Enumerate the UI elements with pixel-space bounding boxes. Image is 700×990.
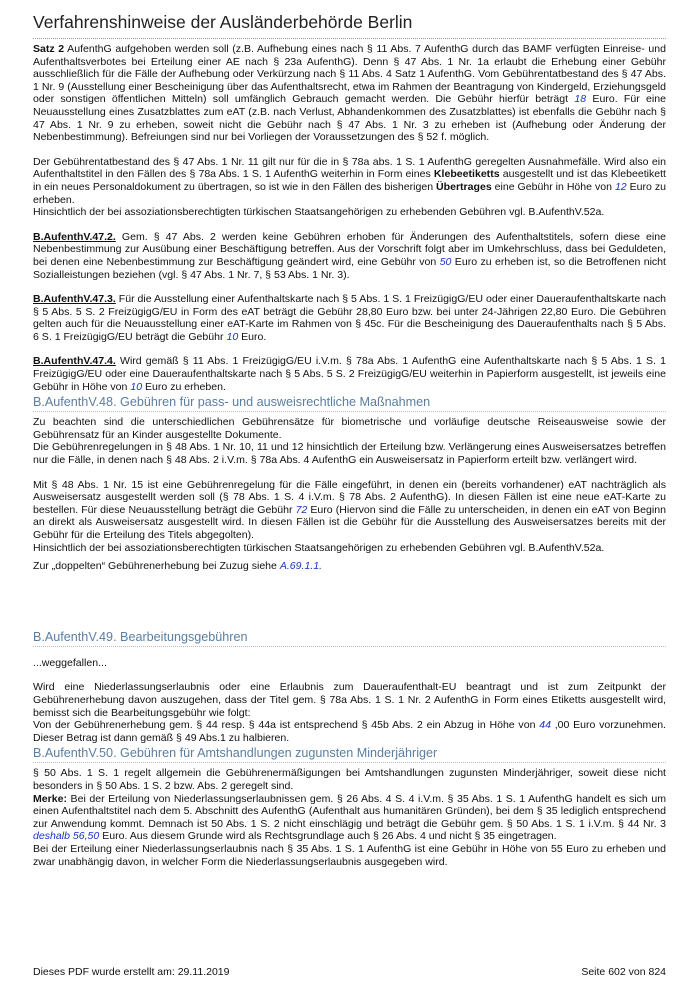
page-footer [33, 966, 666, 978]
fee-link[interactable]: 50 [439, 255, 452, 268]
page-title: Verfahrenshinweise der Ausländerbehörde Berlin [33, 12, 666, 39]
section-heading-50: B.AufenthV.50. Gebühren für Amtshandlungen zugunsten Minderjähriger [33, 746, 666, 763]
cross-reference-link[interactable]: A.69.1.1. [279, 560, 323, 573]
section-ref: B.AufenthV.47.2. [33, 230, 116, 243]
fee-link[interactable]: 44 [539, 719, 551, 732]
fee-link[interactable]: 10 [226, 330, 239, 343]
fee-link[interactable]: 12 [614, 180, 627, 193]
footer-created-date: Dieses PDF wurde erstellt am: 29.11.2019 [33, 966, 230, 978]
fee-link[interactable]: 10 [130, 380, 143, 393]
fee-link[interactable]: 18 [574, 93, 587, 106]
paragraph: Bei der Erteilung einer Niederlassungserlaubnis nach § 35 Abs. 1 S. 1 AufenthG ist eine Gebühr in Höhe von 55 Euro zu erheben und zwar unabhängig davon, in welcher Form die Niederlassungserlaubnis ausgegeben wird. [33, 842, 666, 868]
paragraph: Zur „doppelten“ Gebührenerhebung bei Zuzug siehe A.69.1.1. [33, 560, 323, 573]
fee-link[interactable]: 72 [295, 503, 308, 516]
paragraph: Satz 2 AufenthG aufgehoben werden soll (z.B. Aufhebung eines nach § 11 Abs. 7 AufenthG durch das BAMF verfügten Einreise- und Aufenthaltsverbotes bei Erteilung einer AE nach § 23a AufenthG). Denn § 47 Abs. 1 Nr. 1a erlaubt die Erhebung einer Gebühr ausschließlich für die Fälle der Aufhebung oder Verkürzung nach § 11 Abs. 4 Satz 1 AufenthG. Vom Gebührentatbestand des § 47 Abs. 1 Nr. 9 (Ausstellung einer Bescheinigung über das Aufenthaltsrecht, etwa im Rahmen der Beantragung von Kindergeld, Erziehungsgeld oder sonstigen öffentlichen Mitteln) soll umfänglich Gebrauch gemacht werden. Die Gebühr hierfür beträgt 18 Euro. Für eine Neuausstellung eines Zusatzblattes zum eAT (z.B. nach Verlust, Abhandenkommen des Zusatzblattes) ist ebenfalls die Gebühr nach § 47 Abs. 1 Nr. 9 zu erheben, soweit nicht die Gebühr nach § 47 Abs. 1 Nr. 3 zu erheben ist (Aufhebung oder Änderung der Nebenbestimmung). Befreiungen sind nur bei Vorliegen der Voraussetzungen des § 52 f. möglich. [33, 43, 666, 144]
paragraph: Der Gebührentatbestand des § 47 Abs. 1 Nr. 11 gilt nur für die in § 78a abs. 1 S. 1 AufenthG geregelten Ausnahmefälle. Wird also ein Aufenthaltstitel in den Fällen des § 78a Abs. 1 S. 1 AufenthG weiterhin in Form eines Klebeetiketts ausgestellt und ist das Klebeetikett in ein neues Personaldokument zu übertragen, so ist wie in den Fällen des bisherigen Übertrages eine Gebühr in Höhe von 12 Euro zu erheben. [33, 155, 666, 206]
paragraph: Die Gebührenregelungen in § 48 Abs. 1 Nr. 10, 11 und 12 hinsichtlich der Erteilung bzw. Verlängerung eines Ausweisersatzes betreffen nur die Fälle, in denen nach § 48 Abs. 2 i.V.m. § 78a Abs. 4 AufenthG ein Ausweisersatz in Papierform erteilt bzw. verlängert wird. [33, 441, 666, 467]
section-ref: B.AufenthV.47.3. [33, 293, 116, 306]
bold-text: Satz 2 [33, 43, 65, 55]
footer-page-number: Seite 602 von 824 [581, 966, 666, 978]
paragraph: Wird eine Niederlassungserlaubnis oder eine Erlaubnis zum Daueraufenthalt-EU beantragt und ist zum Zeitpunkt der Gebührenerhebung davon auszugehen, dass der Titel gem. § 78a Abs. 1 S. 1 Nr. 2 AufenthG in Form eines Etiketts ausgestellt wird, bemisst sich die Bearbeitungsgebühr wie folgt: [33, 681, 666, 719]
section-heading-49: B.AufenthV.49. Bearbeitungsgebühren [33, 630, 666, 647]
paragraph: ...weggefallen... [33, 656, 107, 669]
paragraph: Merke: Bei der Erteilung von Niederlassungserlaubnissen gem. § 26 Abs. 4 S. 4 i.V.m. § 35 Abs. 1 S. 1 AufenthG handelt es sich um einen Aufenthaltstitel nach dem 5. Abschnitt des AufenthG (Aufenthalt aus humanitären Gründen), bei dem § 35 lediglich entsprechend zur Anwendung kommt. Demnach ist 50 Abs. 1 S. 2 nicht einschlägig und beträgt die Gebühr gem. § 50 Abs. 1 S. 1 i.V.m. § 44 Nr. 3 deshalb 56,50 Euro. Aus diesem Grunde wird als Rechtsgrundlage auch § 26 Abs. 4 und nicht § 35 eingetragen. [33, 792, 666, 843]
paragraph: § 50 Abs. 1 S. 1 regelt allgemein die Gebührenermäßigungen bei Amtshandlungen zugunsten Minderjähriger, soweit diese nicht besonders in § 50 Abs. 1 S. 2 bzw. Abs. 2 geregelt sind. [33, 767, 666, 792]
paragraph: Zu beachten sind die unterschiedlichen Gebührensätze für biometrische und vorläufige deutsche Reiseausweise sowie der Gebührensatz für an Kinder ausgestellte Dokumente. [33, 416, 666, 441]
paragraph: Hinsichtlich der bei assoziationsberechtigten türkischen Staatsangehörigen zu erhebenden Gebühren vgl. B.AufenthV.52a. [33, 206, 605, 219]
paragraph: B.AufenthV.47.3. Für die Ausstellung einer Aufenthaltskarte nach § 5 Abs. 1 S. 1 FreizügigG/EU oder einer Daueraufenthaltskarte nach § 5 Abs. 5 S. 2 FreizügigG/EU in Form des eAT beträgt die Gebühr 28,80 Euro bzw. bei unter 24-Jährigen 22,80 Euro. Die Gebühren gelten auch für die Neuausstellung einer eAT-Karte im Rahmen von § 45c. Für die Bescheinigung des Daueraufenthalts nach § 5 Abs. 6 S. 1 FreizügigG/EU beträgt die Gebühr 10 Euro. [33, 293, 666, 343]
paragraph: B.AufenthV.47.4. Wird gemäß § 11 Abs. 1 FreizügigG/EU i.V.m. § 78a Abs. 1 AufenthG eine Aufenthaltskarte nach § 5 Abs. 1 S. 1 FreizügigG/EU oder eine Daueraufenthaltskarte nach § 5 Abs. 5 S. 2 FreizügigG/EU weiterhin in Papierform ausgestellt, ist jeweils eine Gebühr in Höhe von 10 Euro zu erheben. [33, 355, 666, 393]
document-page [33, 12, 666, 868]
paragraph: Hinsichtlich der bei assoziationsberechtigten türkischen Staatsangehörigen zu erhebenden Gebühren vgl. B.AufenthV.52a. [33, 541, 605, 554]
paragraph: Mit § 48 Abs. 1 Nr. 15 ist eine Gebührenregelung für die Fälle eingeführt, in denen ein (bereits vorhandener) eAT nachträglich als Ausweisersatz ausgestellt werden soll (§ 78 Abs. 1 S. 4 i.V.m. § 78 Abs. 2 AufenthG). In diesen Fällen ist eine neue eAT-Karte zu bestellen. Für diese Neuausstellung beträgt die Gebühr 72 Euro (Hiervon sind die Fälle zu unterscheiden, in denen ein eAT von Beginn an direkt als Ausweisersatz ausgestellt wird. In diesen Fällen ist die Gebühr für die Ausstellung des Ausweisersatzes bereits mit der Gebühr für die Erteilung des Titels abgegolten). [33, 478, 666, 541]
fee-link[interactable]: deshalb 56,50 [33, 830, 100, 843]
paragraph: Von der Gebührenerhebung gem. § 44 resp. § 44a ist entsprechend § 45b Abs. 2 ein Abzug in Höhe von 44 ,00 Euro vorzunehmen. Dieser Betrag ist dann gemäß § 49 Abs.1 zu halbieren. [33, 719, 666, 744]
section-heading-48: B.AufenthV.48. Gebühren für pass- und ausweisrechtliche Maßnahmen [33, 395, 666, 412]
section-ref: B.AufenthV.47.4. [33, 355, 116, 368]
paragraph: B.AufenthV.47.2. Gem. § 47 Abs. 2 werden keine Gebühren erhoben für Änderungen des Aufenthaltstitels, sofern diese eine Nebenbestimmung zur Ausübung einer Beschäftigung betreffen. Aus der Vorschrift folgt aber im Umkehrschluss, dass bei Geduldeten, bei denen eine Nebenbestimmung zur Beschäftigung geändert wird, eine Gebühr von 50 Euro zu erheben ist, so die Betroffenen nicht Sozialleistungen beziehen (vgl. § 47 Abs. 1 Nr. 7, § 53 Abs. 1 Nr. 3). [33, 230, 666, 281]
